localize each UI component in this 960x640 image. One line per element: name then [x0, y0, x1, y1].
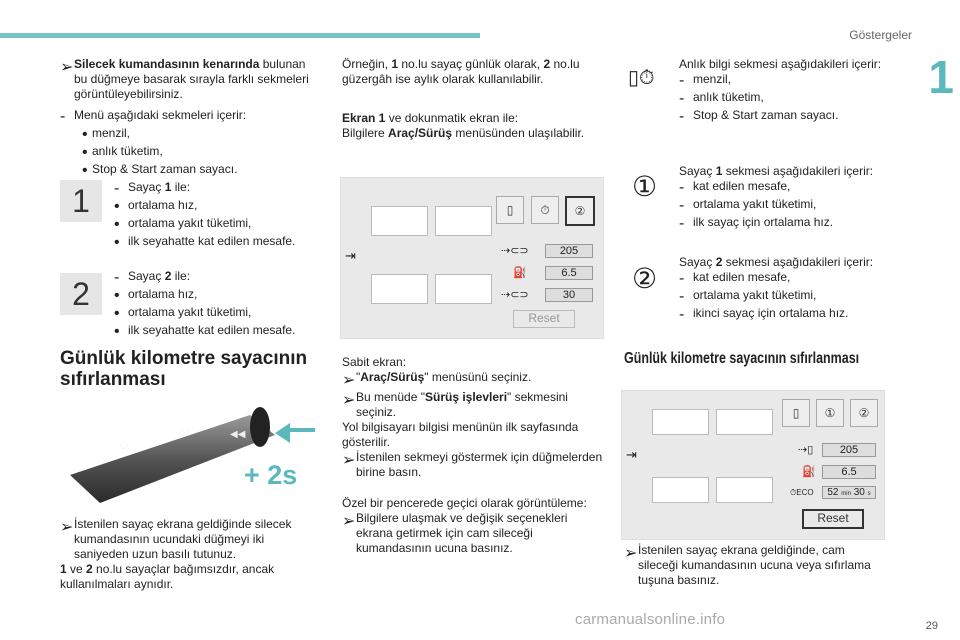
tab-counter1-icon[interactable]: ⏱ — [531, 196, 559, 224]
tab-counter2-icon[interactable]: ② — [565, 196, 595, 226]
stop-start-time: 52 min 30 s — [822, 486, 876, 499]
arrow-bullet-icon: ➢ — [60, 519, 74, 536]
instant-info-section: Anlık bilgi sekmesi aşağıdakileri içerir: - menzil, - anlık tüketim, - Stop & Start zaman sayacı. — [679, 57, 882, 125]
hold-2s-label: + 2s — [244, 460, 298, 490]
touchscreen-illustration-1 — [340, 177, 604, 339]
stalk-tip-button — [250, 407, 270, 447]
range-value: 205 — [822, 443, 876, 457]
watermark: carmanualsonline.info — [575, 611, 726, 628]
fuel-icon: ⛽ — [802, 466, 816, 478]
col3-bottom: ➢ İstenilen sayaç ekrana geldiğinde, cam sileceği kumandasının ucuna veya sıfırlama tuşuna basınız. — [624, 543, 886, 588]
intro-text: bulunan bu düğmeye basarak sırayla farklı sekmeleri görüntüleyebilirsiniz. — [74, 57, 309, 101]
menu-item: Stop & Start zaman sayacı. — [92, 162, 238, 176]
speed-value: 30 — [545, 288, 593, 302]
info-paragraph: Yol bilgisayarı bilgisi menünün ilk sayfasında gösterilir. — [342, 420, 579, 449]
range-value: 205 — [545, 244, 593, 258]
page-number: 29 — [925, 620, 938, 632]
svg-text:◀◀: ◀◀ — [230, 429, 246, 440]
touchscreen-illustration-2 — [621, 390, 885, 540]
consumption-value: 6.5 — [822, 465, 876, 479]
hold-instruction: İstenilen sayaç ekrana geldiğinde silecek kumandasının ucundaki düğmeyi iki saniyeden uzun basılı tutunuz. — [74, 517, 292, 561]
press-arrow-icon — [275, 423, 290, 443]
intro-bold: Silecek kumandasının kenarında — [74, 57, 260, 71]
consumption-value: 6.5 — [545, 266, 593, 280]
svg-text:◁◁: ◁◁ — [178, 430, 189, 437]
counter-item: ortalama yakıt tüketimi, — [128, 305, 252, 319]
col2-text: Örneğin, 1 no.lu sayaç günlük olarak, 2 no.lu güzergâh ise aylık olarak kullanılabilir. Ekran 1 ve dokunmatik ekran ile: Bilgilere Araç/Sürüş menüsünden ulaşılabilir. — [342, 57, 585, 140]
menu-intro: Menü aşağıdaki sekmeleri içerir: — [74, 108, 247, 122]
car-range-icon: ⇢⊂⊃ — [501, 245, 529, 257]
arrow-bullet-icon: ➢ — [60, 59, 74, 76]
counter2-info-section: Sayaç 2 sekmesi aşağıdakileri içerir: - kat edilen mesafe, - ortalama yakıt tüketimi, - ikinci sayaç için ortalama hız. — [679, 255, 874, 323]
car-speed-icon: ⇢⊂⊃ — [501, 289, 529, 301]
menu-item: anlık tüketim, — [92, 144, 163, 158]
range-icon: ⇢▯ — [798, 444, 814, 456]
svg-text:◯: ◯ — [120, 442, 128, 449]
fuel-icon: ⛽ — [513, 267, 527, 279]
counter-2-section: - Sayaç 2 ile: • ortalama hız, • ortalama yakıt tüketimi, • ilk seyahatte kat edilen mesafe. — [114, 269, 296, 340]
counter-item: ilk seyahatte kat edilen mesafe. — [128, 323, 296, 337]
counter-1-section: - Sayaç 1 ile: • ortalama hız, • ortalama yakıt tüketimi, • ilk seyahatte kat edilen mesafe. — [114, 180, 296, 251]
menu-item: menzil, — [92, 126, 131, 140]
counter-item: ortalama yakıt tüketimi, — [128, 216, 252, 230]
back-arrow-icon[interactable]: ⇥ — [345, 248, 356, 263]
counter-2-stopwatch-icon: ② — [632, 263, 658, 294]
instant-info-icon: ▯⏱ — [628, 67, 655, 89]
chapter-number: 1 — [928, 51, 954, 103]
counter-1-icon: 1 — [60, 180, 102, 222]
back-arrow-icon[interactable]: ⇥ — [626, 447, 637, 462]
counter-1-stopwatch-icon: ① — [632, 171, 658, 202]
col1-bottom: ➢ İstenilen sayaç ekrana geldiğinde silecek kumandasının ucundaki düğmeyi iki saniyeden uzun basılı tutunuz. 1 ve 2 no.lu sayaçlar bağımsızdır, ancak kullanılmaları aynıdır. — [60, 517, 322, 592]
counter-item: ortalama hız, — [128, 198, 198, 212]
reset-instruction: İstenilen sayaç ekrana geldiğinde, cam sileceği kumandasının ucuna veya sıfırlama tuşuna basınız. — [638, 543, 871, 587]
page-header-title: Göstergeler — [849, 28, 912, 42]
section-heading-reset-2: Günlük kilometre sayacının sıfırlanması — [624, 350, 860, 367]
tab-instant-icon[interactable]: ▯ — [782, 399, 810, 427]
counter1-info-section: Sayaç 1 sekmesi aşağıdakileri içerir: - kat edilen mesafe, - ortalama yakıt tüketimi, - ilk sayaç için ortalama hız. — [679, 164, 874, 232]
col1-intro: ➢ Silecek kumandasının kenarında bulunan bu düğmeye basarak sırayla farklı sekmeleri görüntüleyebilirsiniz. - Menü aşağıdaki sekmeleri içerir: • menzil, • anlık tüketim, • Stop & Start zaman sayacı. — [60, 57, 309, 179]
eco-icon: ⏱ECO — [790, 488, 814, 497]
counter-item: ortalama hız, — [128, 287, 198, 301]
reset-button[interactable]: Reset — [802, 509, 864, 529]
temp-display-title: Özel bir pencerede geçici olarak görüntüleme: — [342, 496, 587, 510]
tab-counter2-icon[interactable]: ② — [850, 399, 878, 427]
col2-instructions: Sabit ekran: ➢ "Araç/Sürüş" menüsünü seçiniz. ➢ Bu menüde "Sürüş işlevleri" sekmesini seçiniz. Yol bilgisayarı bilgisi menünün ilk sayfasında gösterilir. ➢ İstenilen sekmeyi göstermek için düğmelerden birine basın. Özel bir pencerede geçici olarak görüntüleme: ➢ Bilgilere ulaşmak ve değişik seçenekleri ekrana getirmek için cam sileceği kumandasının ucuna basınız. — [342, 355, 603, 555]
reset-button[interactable]: Reset — [513, 310, 575, 328]
tab-counter1-icon[interactable]: ① — [816, 399, 844, 427]
tab-instant-icon[interactable]: ▯ — [496, 196, 524, 224]
counter-2-icon: 2 — [60, 273, 102, 315]
header-accent-bar — [0, 33, 480, 38]
fixed-screen-title: Sabit ekran: — [342, 355, 407, 369]
counter-item: ilk seyahatte kat edilen mesafe. — [128, 234, 296, 248]
section-heading-reset: Günlük kilometre sayacının sıfırlanması — [60, 348, 308, 390]
